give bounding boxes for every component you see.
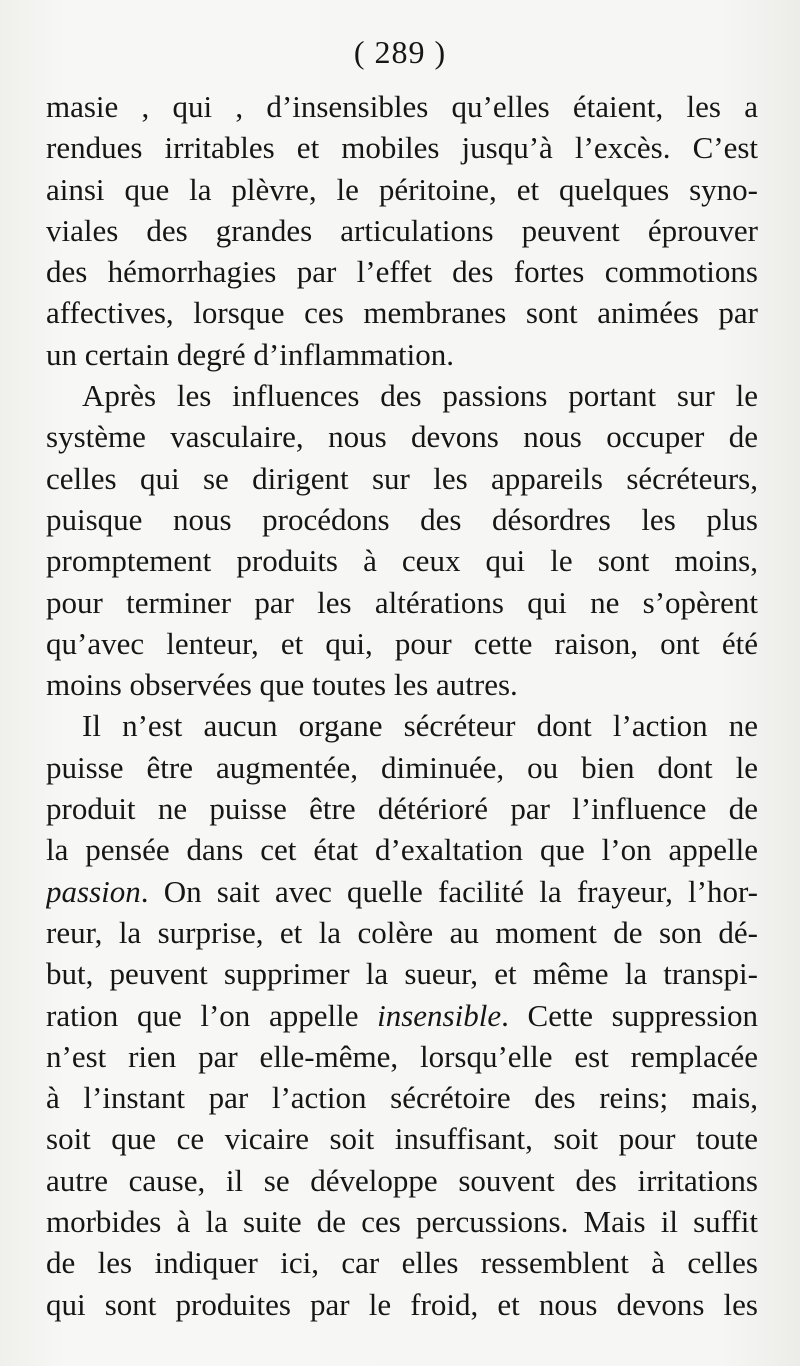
text-run: moins observées que toutes les autres. [46,667,518,703]
text-run: pour terminer par les altérations qui ne s’opèrent [46,584,758,620]
text-line [46,127,758,168]
text-run: produit ne puisse être détérioré par l’influence de [46,791,758,827]
text-line [46,1077,758,1118]
text-run: affectives, lorsque ces membranes sont animées par [46,295,758,331]
text-run: Après les influences des passions portant sur le [82,378,758,414]
text-line [46,871,758,912]
italic-term: passion [46,873,141,909]
text-line [46,1160,758,1201]
text-run: de les indiquer ici, car elles ressemblent à celles [46,1245,758,1281]
text-run: promptement produits à ceux qui le sont moins, [46,543,758,579]
text-run: puisse être augmentée, diminuée, ou bien dont le [46,749,758,785]
text-run: un certain degré d’inflammation. [46,336,455,372]
text-line [46,912,758,953]
text-run: viales des grandes articulations peuvent éprouver [46,212,758,248]
text-line [46,499,758,540]
text-line [46,458,758,499]
text-run: morbides à la suite de ces percussions. Mais il suffit [46,1204,758,1240]
text-line [46,169,758,210]
text-run: rendues irritables et mobiles jusqu’à l’excès. C’est [46,130,758,166]
text-line [46,1036,758,1077]
text-run: soit que ce vicaire soit insuffisant, soit pour toute [46,1121,758,1157]
text-line [46,540,758,581]
text-line [46,86,758,127]
text-run: celles qui se dirigent sur les appareils sécréteurs, [46,460,758,496]
text-line [46,1118,758,1159]
text-line [46,664,758,705]
text-line [46,995,758,1036]
text-line [46,582,758,623]
text-run: masie , qui , d’insensibles qu’elles étaient, les a [46,89,758,124]
text-line [46,292,758,333]
text-run: ration que l’on appelle [46,997,378,1033]
text-line [46,829,758,870]
text-line [46,788,758,829]
text-run: reur, la surprise, et la colère au moment de son dé- [46,914,758,950]
text-run: puisque nous procédons des désordres les plus [46,501,758,537]
text-run: ainsi que la plèvre, le péritoine, et quelques syno- [46,171,758,207]
text-run: but, peuvent supprimer la sueur, et même la transpi- [46,956,758,992]
text-run: autre cause, il se développe souvent des irritations [46,1162,758,1198]
text-run: Il n’est aucun organe sécréteur dont l’action ne [82,708,758,744]
text-line [46,1284,758,1325]
text-run: des hémorrhagies par l’effet des fortes commotions [46,254,758,290]
text-line [46,251,758,292]
text-run: système vasculaire, nous devons nous occuper de [46,419,758,455]
text-run: . Cette suppression [501,997,758,1033]
text-run: . On sait avec quelle facilité la frayeur, l’hor- [140,873,758,909]
text-run: n’est rien par elle-même, lorsqu’elle est remplacée [46,1038,758,1074]
text-line [46,334,758,375]
text-run: qu’avec lenteur, et qui, pour cette raison, ont été [46,625,758,661]
text-line [46,1201,758,1242]
text-line [46,210,758,251]
text-line [46,1242,758,1283]
text-run: qui sont produites par le froid, et nous devons les [46,1286,758,1322]
italic-term: insensible [377,997,502,1033]
text-line [46,416,758,457]
text-line [46,623,758,664]
text-line [46,747,758,788]
text-run: à l’instant par l’action sécrétoire des reins; mais, [46,1080,758,1116]
text-line [46,953,758,994]
text-run: la pensée dans cet état d’exaltation que l’on appelle [46,832,758,868]
text-line [46,705,758,746]
body-text [46,86,758,1325]
page-number: ( 289 ) [353,34,447,70]
text-line [46,375,758,416]
